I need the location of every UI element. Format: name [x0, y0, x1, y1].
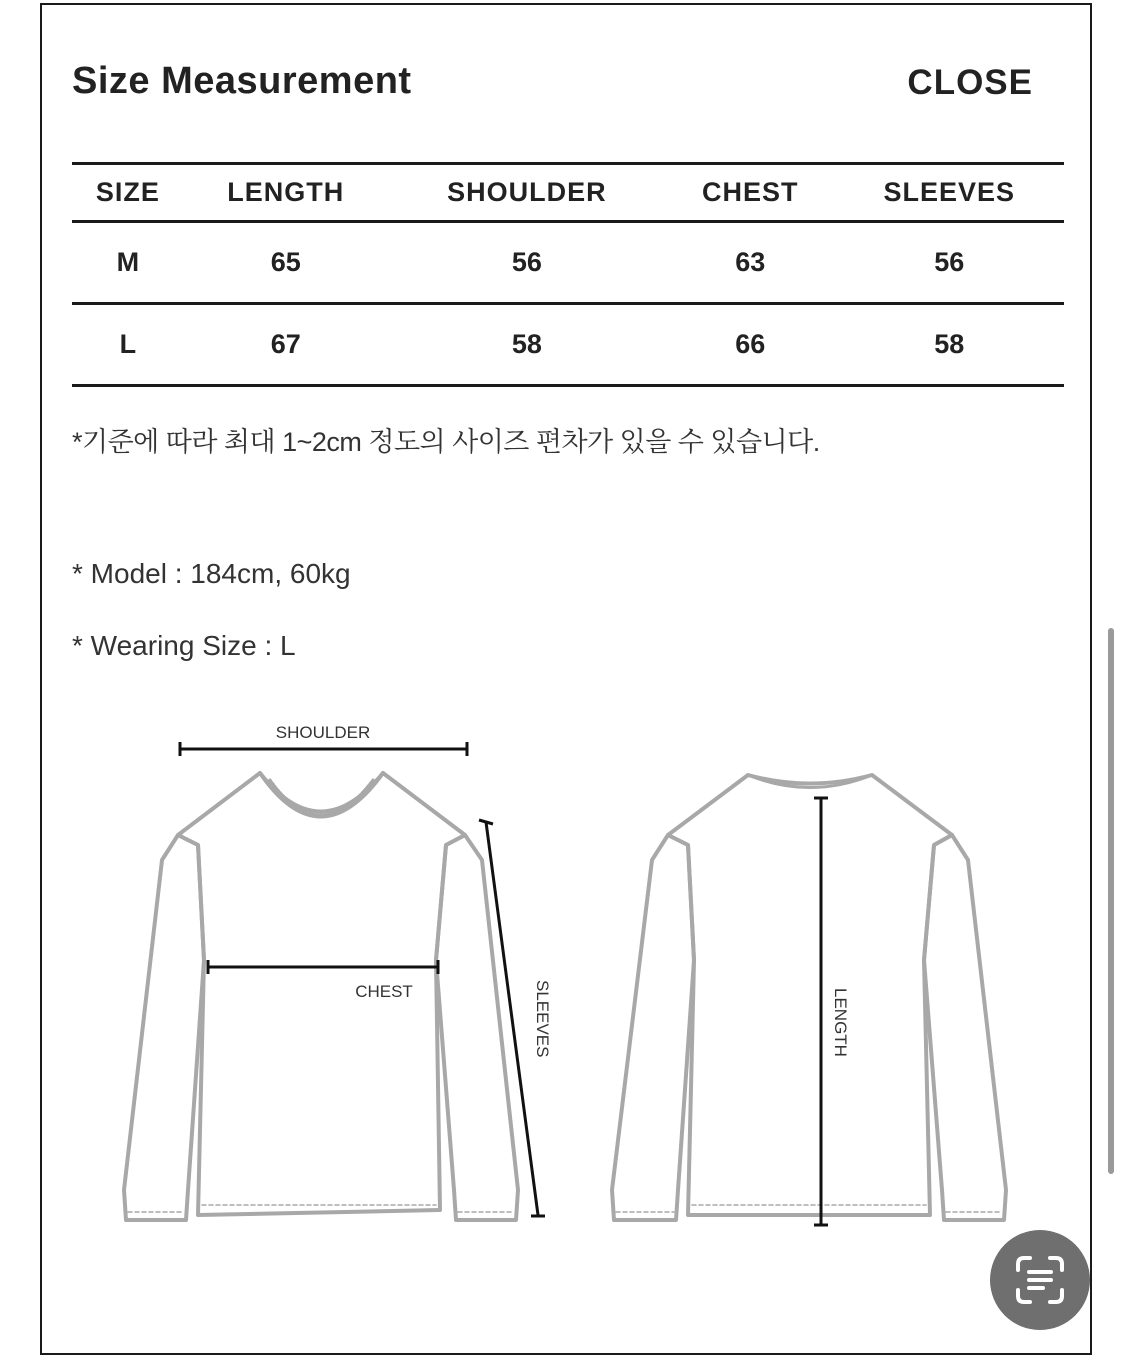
sleeves-label: SLEEVES: [533, 980, 552, 1058]
scrollbar-thumb[interactable]: [1108, 628, 1114, 1174]
cell-size: M: [116, 247, 140, 277]
table-row: [72, 222, 1064, 304]
cell-shoulder: 58: [511, 329, 542, 359]
cell-sleeves: 58: [934, 329, 965, 359]
size-table: [72, 162, 1064, 387]
close-button[interactable]: CLOSE: [907, 63, 1033, 102]
page-title: Size Measurement: [72, 60, 412, 102]
chest-label: CHEST: [355, 982, 413, 1001]
text-scan-button[interactable]: [990, 1230, 1090, 1330]
column-header-shoulder: SHOULDER: [447, 177, 607, 207]
size-deviation-note: *기준에 따라 최대 1~2cm 정도의 사이즈 편차가 있을 수 있습니다.: [72, 427, 820, 457]
table-header-row: [72, 164, 1064, 222]
text-scan-icon: [1012, 1252, 1068, 1308]
cell-shoulder: 56: [511, 247, 542, 277]
cell-chest: 66: [735, 329, 766, 359]
column-header-size: SIZE: [95, 177, 160, 207]
table-row: [72, 304, 1064, 386]
shoulder-label: SHOULDER: [275, 723, 371, 742]
cell-chest: 63: [735, 247, 766, 277]
column-header-length: LENGTH: [227, 177, 345, 207]
front-garment-outline: [124, 773, 518, 1220]
wearing-size-info: * Wearing Size : L: [72, 630, 296, 661]
length-label: LENGTH: [831, 988, 850, 1057]
cell-length: 65: [270, 247, 301, 277]
measurement-diagram: [110, 710, 1030, 1250]
column-header-chest: CHEST: [702, 177, 799, 207]
column-header-sleeves: SLEEVES: [883, 177, 1015, 207]
cell-sleeves: 56: [934, 247, 965, 277]
back-garment-outline: [612, 775, 1006, 1220]
cell-length: 67: [270, 329, 301, 359]
sleeves-measure-line: [486, 822, 538, 1215]
model-info: * Model : 184cm, 60kg: [72, 558, 351, 589]
cell-size: L: [119, 329, 137, 359]
